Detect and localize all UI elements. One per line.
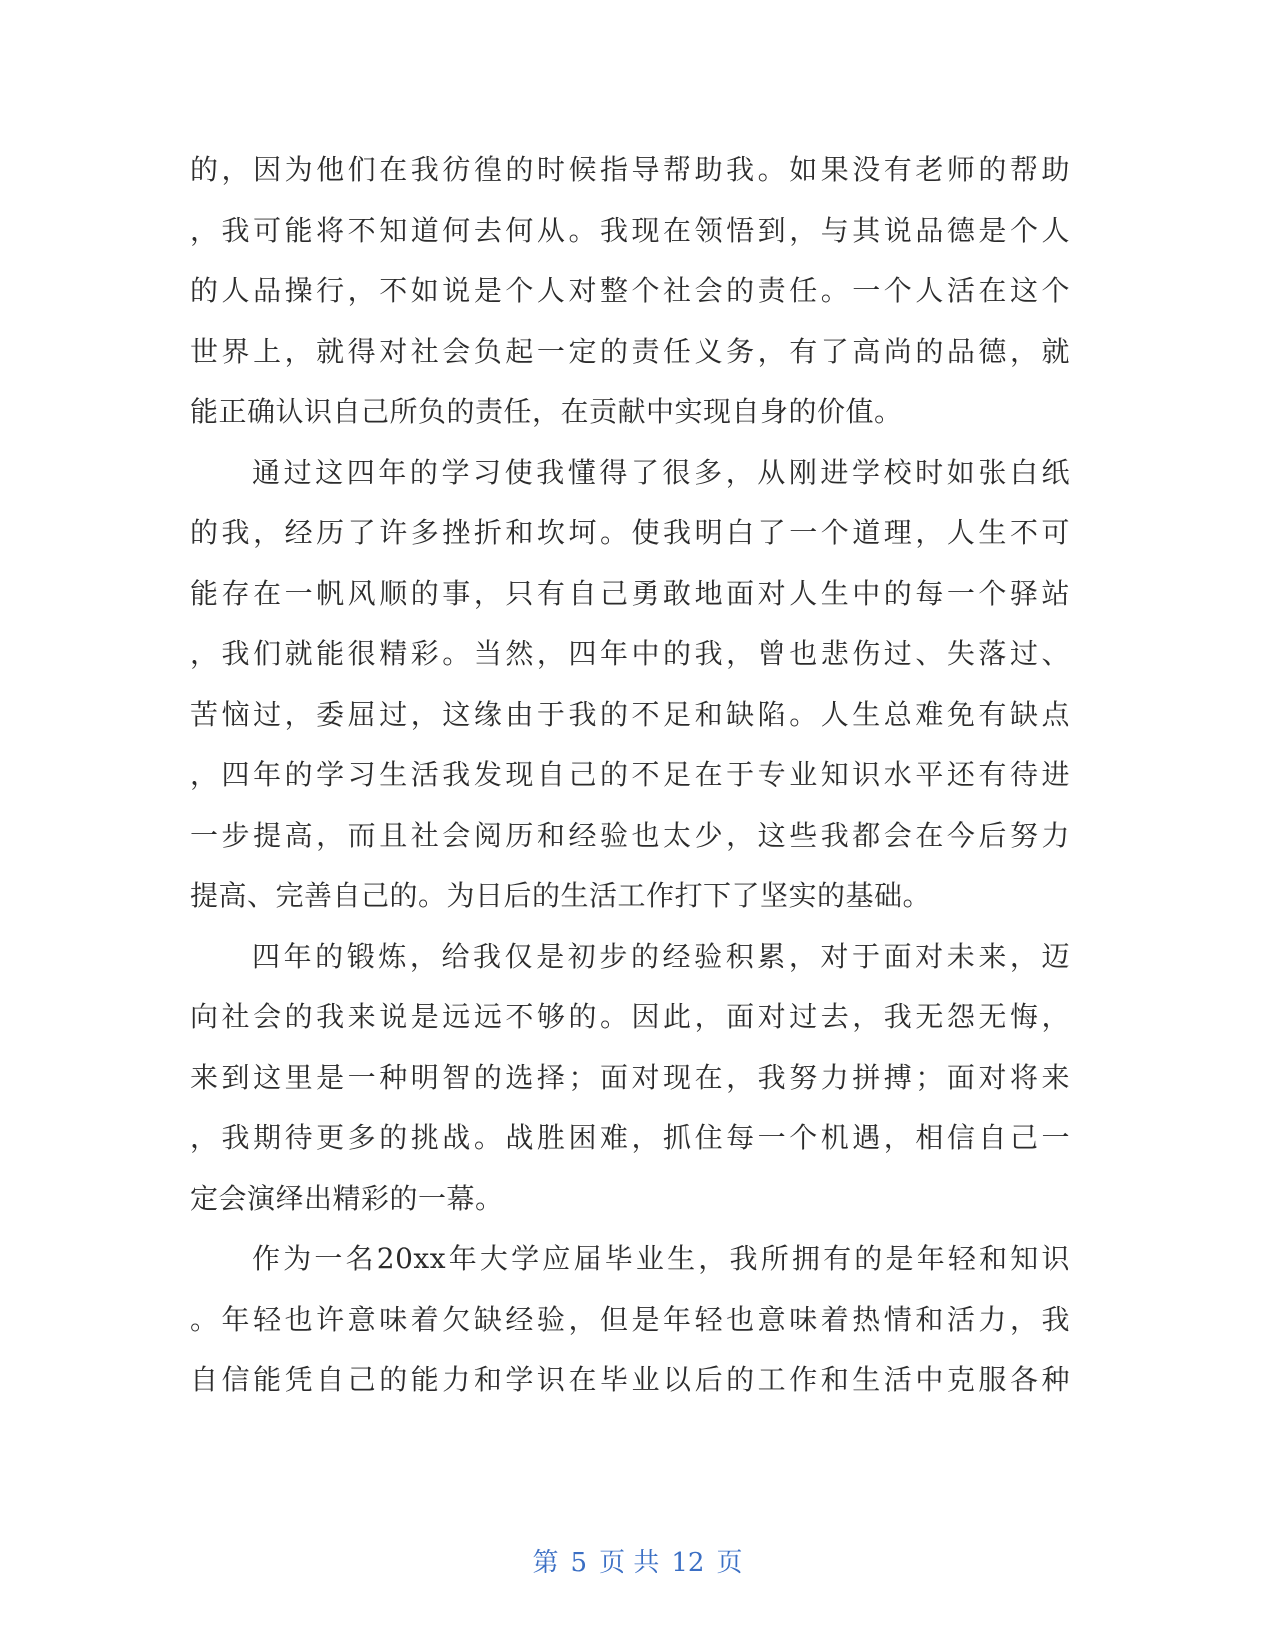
text-line: 定会演绎出精彩的一幕。	[190, 1181, 504, 1215]
current-page-number: 5	[570, 1548, 588, 1578]
text-line: 四年的锻炼，给我仅是初步的经验积累，对于面对未来，迈	[252, 939, 1070, 973]
text-line: 来到这里是一种明智的选择；面对现在，我努力拼搏；面对将来	[190, 1060, 1070, 1094]
document-body	[190, 140, 1070, 1411]
text-line: 的人品操行，不如说是个人对整个社会的责任。一个人活在这个	[190, 274, 1070, 307]
text-line: 的，因为他们在我彷徨的时候指导帮助我。如果没有老师的帮助	[190, 153, 1070, 186]
text-line: 世界上，就得对社会负起一定的责任义务，有了高尚的品德，就	[190, 334, 1070, 368]
text-line: 向社会的我来说是远远不够的。因此，面对过去，我无怨无悔，	[190, 1000, 1070, 1033]
text-line: 自信能凭自己的能力和学识在毕业以后的工作和生活中克服各种	[190, 1363, 1070, 1396]
page-label-prefix: 第	[532, 1548, 559, 1578]
page-label-suffix: 页	[716, 1548, 743, 1578]
text-line: 作为一名20xx年大学应届毕业生，我所拥有的是年轻和知识	[252, 1242, 1070, 1275]
text-line: 。年轻也许意味着欠缺经验，但是年轻也意味着热情和活力，我	[190, 1302, 1070, 1336]
text-line: 的我，经历了许多挫折和坎坷。使我明白了一个道理，人生不可	[190, 516, 1070, 549]
text-line: 一步提高，而且社会阅历和经验也太少，这些我都会在今后努力	[190, 818, 1070, 852]
text-line: ，我期待更多的挑战。战胜困难，抓住每一个机遇，相信自己一	[190, 1121, 1070, 1154]
page-label-mid: 页 共	[599, 1548, 660, 1578]
text-line: 苦恼过，委屈过，这缘由于我的不足和缺陷。人生总难免有缺点	[190, 697, 1070, 731]
text-line: 能正确认识自己所负的责任，在贡献中实现自身的价值。	[190, 395, 903, 428]
total-pages-number: 12	[671, 1548, 705, 1578]
text-line: ，我们就能很精彩。当然，四年中的我，曾也悲伤过、失落过、	[190, 637, 1070, 670]
text-line: 能存在一帆风顺的事，只有自己勇敢地面对人生中的每一个驿站	[190, 576, 1070, 610]
page-footer	[0, 1542, 1275, 1579]
text-line: ，我可能将不知道何去何从。我现在领悟到，与其说品德是个人	[190, 213, 1070, 247]
text-line: ，四年的学习生活我发现自己的不足在于专业知识水平还有待进	[190, 758, 1070, 791]
text-line: 通过这四年的学习使我懂得了很多，从刚进学校时如张白纸	[252, 455, 1070, 489]
text-line: 提高、完善自己的。为日后的生活工作打下了坚实的基础。	[190, 879, 932, 912]
